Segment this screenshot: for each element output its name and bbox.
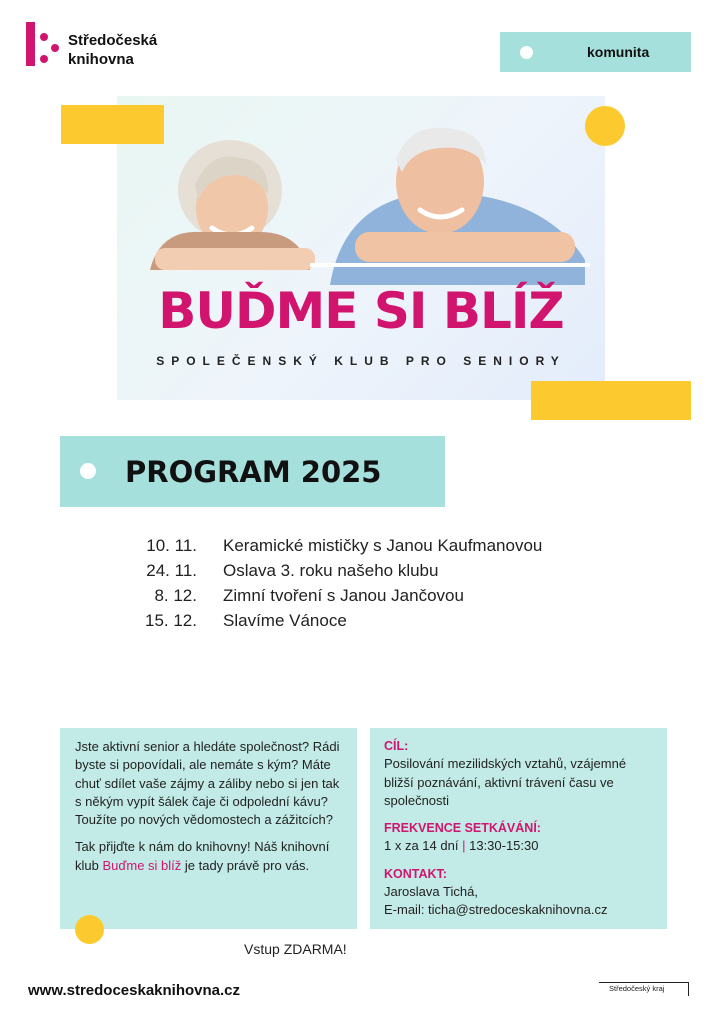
invitation-text-start: Tak přijďte k nám do knihovny! Náš knihovní klub bbox=[75, 839, 330, 873]
frequency-heading: FREKVENCE SETKÁVÁNÍ: bbox=[384, 821, 541, 836]
decor-yellow-bar-bottom bbox=[531, 381, 691, 420]
logo-name-line1: Středočeská bbox=[68, 32, 158, 49]
senior-couple-photo bbox=[140, 120, 590, 285]
schedule-row bbox=[140, 611, 610, 636]
program-header bbox=[60, 436, 445, 507]
invitation-paragraph bbox=[75, 838, 347, 875]
schedule-date: 15. 12. bbox=[145, 611, 197, 630]
frequency-time: 13:30-15:30 bbox=[469, 838, 539, 854]
frequency-separator: | bbox=[462, 838, 466, 854]
frequency-value: 1 x za 14 dní bbox=[384, 838, 459, 854]
decor-yellow-dot-top bbox=[585, 106, 625, 146]
logo-name-line2: knihovna bbox=[68, 51, 134, 68]
goal-section bbox=[384, 737, 657, 810]
contact-name: Jaroslava Tichá, bbox=[384, 884, 478, 900]
free-entry-note: Vstup ZDARMA! bbox=[244, 941, 347, 957]
schedule-event: Zimní tvoření s Janou Jančovou bbox=[223, 586, 464, 605]
category-tag-label: komunita bbox=[587, 44, 650, 60]
library-logo-icon bbox=[26, 22, 66, 68]
hero-subtitle: SPOLEČENSKÝ KLUB PRO SENIORY bbox=[156, 354, 566, 368]
tag-dot-icon bbox=[520, 46, 533, 59]
contact-section bbox=[384, 865, 657, 920]
schedule-date: 8. 12. bbox=[154, 586, 197, 605]
goal-text: Posilování mezilidských vztahů, vzájemné bližší poznávání, aktivní trávení času ve společnosti bbox=[384, 756, 627, 808]
schedule-event: Keramické mističky s Janou Kaufmanovou bbox=[223, 536, 543, 555]
schedule-row bbox=[140, 536, 610, 561]
schedule-date: 10. 11. bbox=[146, 536, 197, 555]
schedule-row bbox=[140, 586, 610, 611]
club-name-highlight: Buďme si blíž bbox=[102, 857, 182, 873]
club-description bbox=[60, 728, 357, 929]
partner-logo-text: Středočeský kraj bbox=[609, 984, 665, 993]
category-tag bbox=[500, 32, 691, 72]
schedule-event: Oslava 3. roku našeho klubu bbox=[223, 561, 439, 580]
contact-heading: KONTAKT: bbox=[384, 866, 447, 881]
decor-yellow-dot-bottom bbox=[75, 915, 104, 944]
frequency-line bbox=[384, 837, 657, 855]
library-logo[interactable] bbox=[26, 22, 196, 68]
schedule-date: 24. 11. bbox=[146, 561, 197, 580]
description-paragraph: Jste aktivní senior a hledáte společnost? Rádi byste si popovídali, ale nemáte s kým? Máte chuť sdílet vaše zájmy a záliby nebo si jen tak s někým vypít šálek čaje či odpolední kávu? Toužíte po nových vědomostech a zážitcích? bbox=[75, 739, 340, 828]
contact-email[interactable]: E-mail: ticha@stredoceskaknihovna.cz bbox=[384, 902, 608, 918]
program-title: PROGRAM 2025 bbox=[125, 455, 382, 489]
schedule-row bbox=[140, 561, 610, 586]
partner-logo[interactable] bbox=[599, 982, 689, 996]
invitation-text-end: je tady právě pro vás. bbox=[181, 857, 310, 873]
program-dot-icon bbox=[80, 463, 96, 479]
goal-heading: CÍL: bbox=[384, 739, 409, 753]
schedule-event: Slavíme Vánoce bbox=[223, 611, 347, 630]
frequency-section bbox=[384, 819, 657, 856]
website-link[interactable]: www.stredoceskaknihovna.cz bbox=[28, 982, 241, 999]
hero-title: BUĎME SI BLÍŽ bbox=[158, 282, 564, 340]
program-schedule bbox=[140, 536, 610, 636]
club-details bbox=[370, 728, 667, 929]
